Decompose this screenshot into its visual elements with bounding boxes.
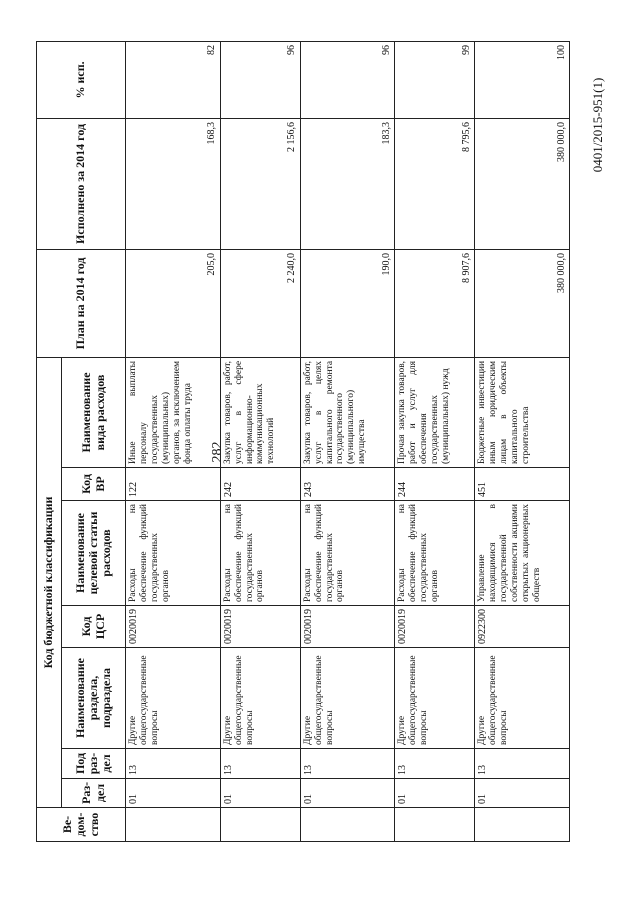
cell-razdel: 01	[300, 779, 395, 808]
col-header-csr: Код ЦСР	[62, 606, 126, 648]
cell-vr-name: Закупка товаров, работ, услуг в целях капитального ремонта государственного (муниципального) имущества	[300, 357, 395, 467]
cell-plan: 190,0	[300, 249, 395, 357]
page-number: 282	[210, 441, 225, 463]
cell-ved	[126, 808, 221, 842]
cell-vr-name: Бюджетные инвестиции иным юридическим лицам в объекты капитального строительства	[475, 357, 570, 467]
col-header-vr-name: Наименование вида расходов	[62, 357, 126, 467]
cell-plan: 205,0	[126, 249, 221, 357]
cell-csr-name: Управление находящимися в государственной собственности акциями открытых акционерных обществ	[475, 501, 570, 606]
cell-csr: 0020019	[300, 606, 395, 648]
cell-fact: 380 000,0	[475, 118, 570, 249]
table-row	[300, 41, 395, 841]
col-header-fact: Исполнено за 2014 год	[37, 118, 126, 249]
cell-podrazdel: 13	[395, 749, 475, 779]
cell-podrazdel: 13	[220, 749, 300, 779]
cell-plan: 8 907,6	[395, 249, 475, 357]
table-row	[126, 41, 221, 841]
cell-csr-name: Расходы на обеспечение функций государственных органов	[220, 501, 300, 606]
cell-fact: 183,3	[300, 118, 395, 249]
cell-ved	[220, 808, 300, 842]
col-header-podrazdel: Под раз-дел	[62, 749, 126, 779]
cell-vr-name: Прочая закупка товаров, работ и услуг для обеспечения государственных (муниципальных) нужд	[395, 357, 475, 467]
cell-csr: 0922300	[475, 606, 570, 648]
cell-pct: 96	[300, 41, 395, 118]
cell-razdel: 01	[395, 779, 475, 808]
col-header-razdel: Раз-дел	[62, 779, 126, 808]
col-header-pct: % исп.	[37, 41, 126, 118]
cell-razdel-name: Другие общегосударственные вопросы	[126, 648, 221, 749]
cell-pct: 82	[126, 41, 221, 118]
col-header-plan: План на 2014 год	[37, 249, 126, 357]
cell-podrazdel: 13	[126, 749, 221, 779]
cell-csr: 0020019	[395, 606, 475, 648]
cell-vr: 122	[126, 468, 221, 501]
cell-podrazdel: 13	[300, 749, 395, 779]
cell-fact: 168,3	[126, 118, 221, 249]
cell-pct: 100	[475, 41, 570, 118]
cell-fact: 8 795,6	[395, 118, 475, 249]
cell-vr-name: Иные выплаты персоналу государственных (муниципальных) органов, за исключением фонда оплаты труда	[126, 357, 221, 467]
cell-csr-name: Расходы на обеспечение функций государственных органов	[300, 501, 395, 606]
cell-csr: 0020019	[220, 606, 300, 648]
document-code: 0401/2015-951(1)	[590, 77, 605, 173]
col-header-ved: Ве-дом-ство	[37, 808, 126, 842]
cell-pct: 96	[220, 41, 300, 118]
cell-podrazdel: 13	[475, 749, 570, 779]
cell-vr: 242	[220, 468, 300, 501]
col-header-csr-name: Наименование целевой статьи расходов	[62, 501, 126, 606]
cell-csr: 0020019	[126, 606, 221, 648]
cell-ved	[395, 808, 475, 842]
cell-ved	[475, 808, 570, 842]
cell-razdel-name: Другие общегосударственные вопросы	[220, 648, 300, 749]
cell-razdel-name: Другие общегосударственные вопросы	[475, 648, 570, 749]
cell-plan: 2 240,0	[220, 249, 300, 357]
cell-vr-name: Закупка товаров, работ, услуг в сфере информационно-коммуникационных технологий	[220, 357, 300, 467]
table-row	[395, 41, 475, 841]
table-row	[475, 41, 570, 841]
col-header-razdel-name: Наименование раздела, подраздела	[62, 648, 126, 749]
cell-ved	[300, 808, 395, 842]
cell-razdel: 01	[126, 779, 221, 808]
group-header: Код бюджетной классификации	[37, 357, 62, 807]
col-header-vr: Код ВР	[62, 468, 126, 501]
cell-razdel-name: Другие общегосударственные вопросы	[395, 648, 475, 749]
cell-razdel: 01	[220, 779, 300, 808]
rotated-table-container	[36, 42, 570, 842]
budget-table	[36, 41, 570, 842]
cell-plan: 380 000,0	[475, 249, 570, 357]
cell-vr: 244	[395, 468, 475, 501]
cell-razdel: 01	[475, 779, 570, 808]
cell-vr: 243	[300, 468, 395, 501]
cell-csr-name: Расходы на обеспечение функций государственных органов	[126, 501, 221, 606]
cell-pct: 99	[395, 41, 475, 118]
table-row	[220, 41, 300, 841]
cell-fact: 2 156,6	[220, 118, 300, 249]
cell-csr-name: Расходы на обеспечение функций государственных органов	[395, 501, 475, 606]
cell-razdel-name: Другие общегосударственные вопросы	[300, 648, 395, 749]
cell-vr: 451	[475, 468, 570, 501]
